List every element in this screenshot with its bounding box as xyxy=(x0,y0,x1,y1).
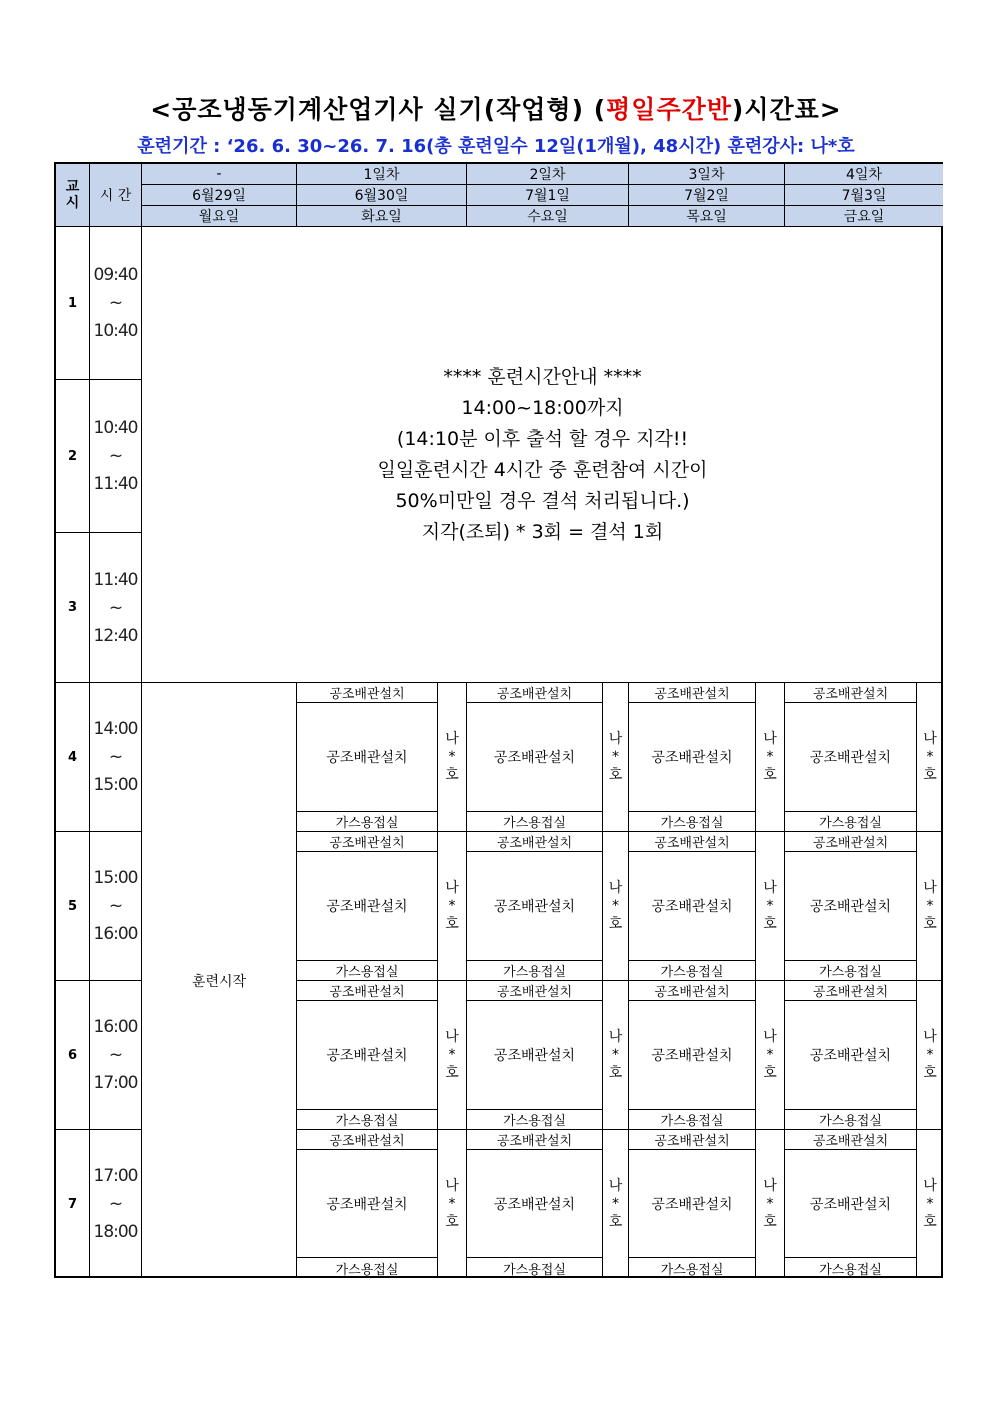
subject-main: 공조배관설치 xyxy=(785,1150,917,1258)
time-sep: ~ xyxy=(108,1194,123,1214)
subject-top-label: 공조배관설치 xyxy=(629,832,756,852)
notice-line: 일일훈련시간 4시간 중 훈련참여 시간이 xyxy=(377,458,708,481)
instructor-char: * xyxy=(926,1047,934,1063)
timetable xyxy=(54,162,943,1278)
instructor-char: 호 xyxy=(763,1214,777,1230)
instructor-char: * xyxy=(766,1196,774,1212)
day-header-weekday: 수요일 xyxy=(467,206,629,227)
classroom-label: 가스용접실 xyxy=(629,1258,756,1278)
day-header-weekday: 목요일 xyxy=(629,206,785,227)
time-sep: ~ xyxy=(108,1045,123,1065)
day-header-weekday: 월요일 xyxy=(142,206,297,227)
subject-top-label: 공조배관설치 xyxy=(297,1130,438,1150)
instructor-char: * xyxy=(448,898,456,914)
subject-top-label: 공조배관설치 xyxy=(629,981,756,1001)
instructor-name xyxy=(917,1130,943,1278)
time-start: 11:40 xyxy=(93,569,138,590)
classroom-label: 가스용접실 xyxy=(629,812,756,832)
subject-top-label: 공조배관설치 xyxy=(467,1130,603,1150)
instructor-char: 나 xyxy=(763,1178,777,1194)
training-time-notice xyxy=(142,227,943,683)
day-header-date: 7월3일 xyxy=(785,185,943,206)
instructor-name xyxy=(756,832,785,981)
instructor-name xyxy=(917,683,943,832)
classroom-label: 가스용접실 xyxy=(467,812,603,832)
instructor-char: 호 xyxy=(923,1065,937,1081)
day-header-date: 7월1일 xyxy=(467,185,629,206)
subject-top-label: 공조배관설치 xyxy=(785,832,917,852)
time-start: 09:40 xyxy=(93,265,138,285)
period-number: 1 xyxy=(56,227,90,380)
classroom-label: 가스용접실 xyxy=(467,961,603,981)
period-number: 4 xyxy=(56,683,90,832)
instructor-name xyxy=(603,832,629,981)
subject-main: 공조배관설치 xyxy=(297,1150,438,1258)
instructor-char: 나 xyxy=(923,880,937,896)
classroom-label: 가스용접실 xyxy=(785,1258,917,1278)
subject-top-label: 공조배관설치 xyxy=(467,832,603,852)
time-start: 10:40 xyxy=(93,418,138,438)
period-number: 7 xyxy=(56,1130,90,1278)
instructor-name xyxy=(438,1130,467,1278)
subject-main: 공조배관설치 xyxy=(467,1150,603,1258)
instructor-name xyxy=(603,683,629,832)
time-header: 시 간 xyxy=(90,164,142,227)
instructor-name xyxy=(756,981,785,1130)
time-end: 15:00 xyxy=(93,775,138,795)
time-sep: ~ xyxy=(108,293,123,313)
period-number: 6 xyxy=(56,981,90,1130)
instructor-char: * xyxy=(766,898,774,914)
instructor-char: * xyxy=(612,1047,619,1063)
instructor-char: * xyxy=(766,1047,774,1063)
classroom-label: 가스용접실 xyxy=(297,961,438,981)
time-start: 17:00 xyxy=(93,1166,138,1186)
instructor-char: 나 xyxy=(445,1029,459,1045)
time-sep: ~ xyxy=(108,446,123,466)
subject-main: 공조배관설치 xyxy=(297,852,438,961)
instructor-char: * xyxy=(926,749,934,765)
page-title xyxy=(0,90,992,126)
classroom-label: 가스용접실 xyxy=(467,1258,603,1278)
instructor-char: 호 xyxy=(763,1065,777,1081)
instructor-char: 나 xyxy=(763,1029,777,1045)
instructor-char: 나 xyxy=(923,731,937,747)
day-header-nth: 1일차 xyxy=(297,164,467,185)
time-end: 18:00 xyxy=(93,1222,138,1242)
classroom-label: 가스용접실 xyxy=(297,1110,438,1130)
time-end: 12:40 xyxy=(93,625,138,646)
day-header-nth: 4일차 xyxy=(785,164,943,185)
period-time xyxy=(90,380,142,533)
instructor-name xyxy=(438,832,467,981)
instructor-char: 나 xyxy=(923,1029,937,1045)
instructor-char: * xyxy=(448,1196,456,1212)
instructor-name xyxy=(917,832,943,981)
period-time xyxy=(90,683,142,832)
day-header-nth: 3일차 xyxy=(629,164,785,185)
instructor-name xyxy=(603,1130,629,1278)
subject-main: 공조배관설치 xyxy=(785,703,917,812)
classroom-label: 가스용접실 xyxy=(785,1110,917,1130)
instructor-name xyxy=(438,683,467,832)
day-header-weekday: 화요일 xyxy=(297,206,467,227)
time-sep: ~ xyxy=(108,896,123,916)
classroom-label: 가스용접실 xyxy=(467,1110,603,1130)
instructor-char: 호 xyxy=(445,916,459,932)
instructor-char: 호 xyxy=(608,1214,623,1230)
time-sep: ~ xyxy=(108,597,123,618)
title-suffix: )시간표> xyxy=(731,95,842,124)
instructor-char: * xyxy=(926,1196,934,1212)
instructor-char: 호 xyxy=(923,767,937,783)
subject-top-label: 공조배관설치 xyxy=(297,981,438,1001)
subject-main: 공조배관설치 xyxy=(629,1001,756,1110)
instructor-char: 호 xyxy=(608,767,623,783)
instructor-char: 나 xyxy=(923,1178,937,1194)
instructor-char: 호 xyxy=(445,1065,459,1081)
subject-top-label: 공조배관설치 xyxy=(785,683,917,703)
period-header xyxy=(56,164,90,227)
instructor-char: * xyxy=(448,1047,456,1063)
instructor-char: 호 xyxy=(445,1214,459,1230)
period-number: 5 xyxy=(56,832,90,981)
instructor-char: 호 xyxy=(608,1065,623,1081)
day-header-weekday: 금요일 xyxy=(785,206,943,227)
time-end: 11:40 xyxy=(93,474,138,494)
title-highlight: 평일주간반 xyxy=(606,95,732,124)
subject-top-label: 공조배관설치 xyxy=(297,683,438,703)
instructor-char: 호 xyxy=(923,1214,937,1230)
instructor-char: 나 xyxy=(445,731,459,747)
instructor-char: 나 xyxy=(445,880,459,896)
instructor-char: 나 xyxy=(763,731,777,747)
instructor-char: 나 xyxy=(608,880,623,896)
notice-line: **** 훈련시간안내 **** xyxy=(443,365,642,388)
time-start: 16:00 xyxy=(93,1017,138,1037)
subject-top-label: 공조배관설치 xyxy=(467,981,603,1001)
title-prefix: <공조냉동기계산업기사 실기(작업형) ( xyxy=(150,95,607,124)
notice-line: 14:00~18:00까지 xyxy=(461,396,624,419)
subject-main: 공조배관설치 xyxy=(629,703,756,812)
period-time xyxy=(90,981,142,1130)
period-time xyxy=(90,832,142,981)
instructor-name xyxy=(603,981,629,1130)
period-time xyxy=(90,1130,142,1278)
training-start-label: 훈련시작 xyxy=(142,683,297,1278)
instructor-char: * xyxy=(766,749,774,765)
period-number: 2 xyxy=(56,380,90,533)
classroom-label: 가스용접실 xyxy=(297,1258,438,1278)
subject-main: 공조배관설치 xyxy=(629,852,756,961)
instructor-name xyxy=(756,1130,785,1278)
instructor-char: 나 xyxy=(608,731,623,747)
instructor-char: * xyxy=(612,898,619,914)
instructor-char: 호 xyxy=(763,916,777,932)
instructor-char: 호 xyxy=(763,767,777,783)
subject-main: 공조배관설치 xyxy=(467,703,603,812)
subject-top-label: 공조배관설치 xyxy=(629,683,756,703)
instructor-name xyxy=(438,981,467,1130)
subject-main: 공조배관설치 xyxy=(297,1001,438,1110)
time-end: 17:00 xyxy=(93,1073,138,1093)
subject-main: 공조배관설치 xyxy=(785,852,917,961)
instructor-name xyxy=(756,683,785,832)
instructor-char: * xyxy=(448,749,456,765)
subject-main: 공조배관설치 xyxy=(629,1150,756,1258)
instructor-char: 나 xyxy=(608,1178,623,1194)
period-number: 3 xyxy=(56,533,90,683)
notice-line: 지각(조퇴) * 3회 = 결석 1회 xyxy=(421,520,664,543)
instructor-char: 호 xyxy=(445,767,459,783)
instructor-char: * xyxy=(926,898,934,914)
day-header-date: 7월2일 xyxy=(629,185,785,206)
notice-line: 50%미만일 경우 결석 처리됩니다.) xyxy=(395,489,690,512)
subject-top-label: 공조배관설치 xyxy=(297,832,438,852)
time-sep: ~ xyxy=(108,747,123,767)
time-end: 10:40 xyxy=(93,321,138,341)
instructor-char: * xyxy=(612,749,619,765)
subject-top-label: 공조배관설치 xyxy=(629,1130,756,1150)
subject-top-label: 공조배관설치 xyxy=(785,1130,917,1150)
training-period-subtitle: 훈련기간 : ‘26. 6. 30~26. 7. 16(총 훈련일수 12일(1개월), 48시간) 훈련강사: 나*호 xyxy=(137,136,855,157)
subject-top-label: 공조배관설치 xyxy=(785,981,917,1001)
day-header-nth: - xyxy=(142,164,297,185)
classroom-label: 가스용접실 xyxy=(785,812,917,832)
time-end: 16:00 xyxy=(93,924,138,944)
classroom-label: 가스용접실 xyxy=(297,812,438,832)
day-header-date: 6월30일 xyxy=(297,185,467,206)
instructor-char: 호 xyxy=(608,916,623,932)
day-header-date: 6월29일 xyxy=(142,185,297,206)
instructor-char: 나 xyxy=(763,880,777,896)
time-start: 15:00 xyxy=(93,868,138,888)
period-time xyxy=(90,227,142,380)
instructor-name xyxy=(917,981,943,1130)
period-time xyxy=(90,533,142,683)
time-start: 14:00 xyxy=(93,719,138,739)
classroom-label: 가스용접실 xyxy=(785,961,917,981)
instructor-char: 호 xyxy=(923,916,937,932)
subject-main: 공조배관설치 xyxy=(297,703,438,812)
instructor-char: 나 xyxy=(445,1178,459,1194)
classroom-label: 가스용접실 xyxy=(629,961,756,981)
period-header-label: 교시 xyxy=(65,179,80,211)
subject-main: 공조배관설치 xyxy=(785,1001,917,1110)
classroom-label: 가스용접실 xyxy=(629,1110,756,1130)
subject-top-label: 공조배관설치 xyxy=(467,683,603,703)
subject-main: 공조배관설치 xyxy=(467,852,603,961)
day-header-nth: 2일차 xyxy=(467,164,629,185)
notice-line: (14:10분 이후 출석 할 경우 지각!! xyxy=(396,427,689,450)
instructor-char: 나 xyxy=(608,1029,623,1045)
subject-main: 공조배관설치 xyxy=(467,1001,603,1110)
instructor-char: * xyxy=(612,1196,619,1212)
